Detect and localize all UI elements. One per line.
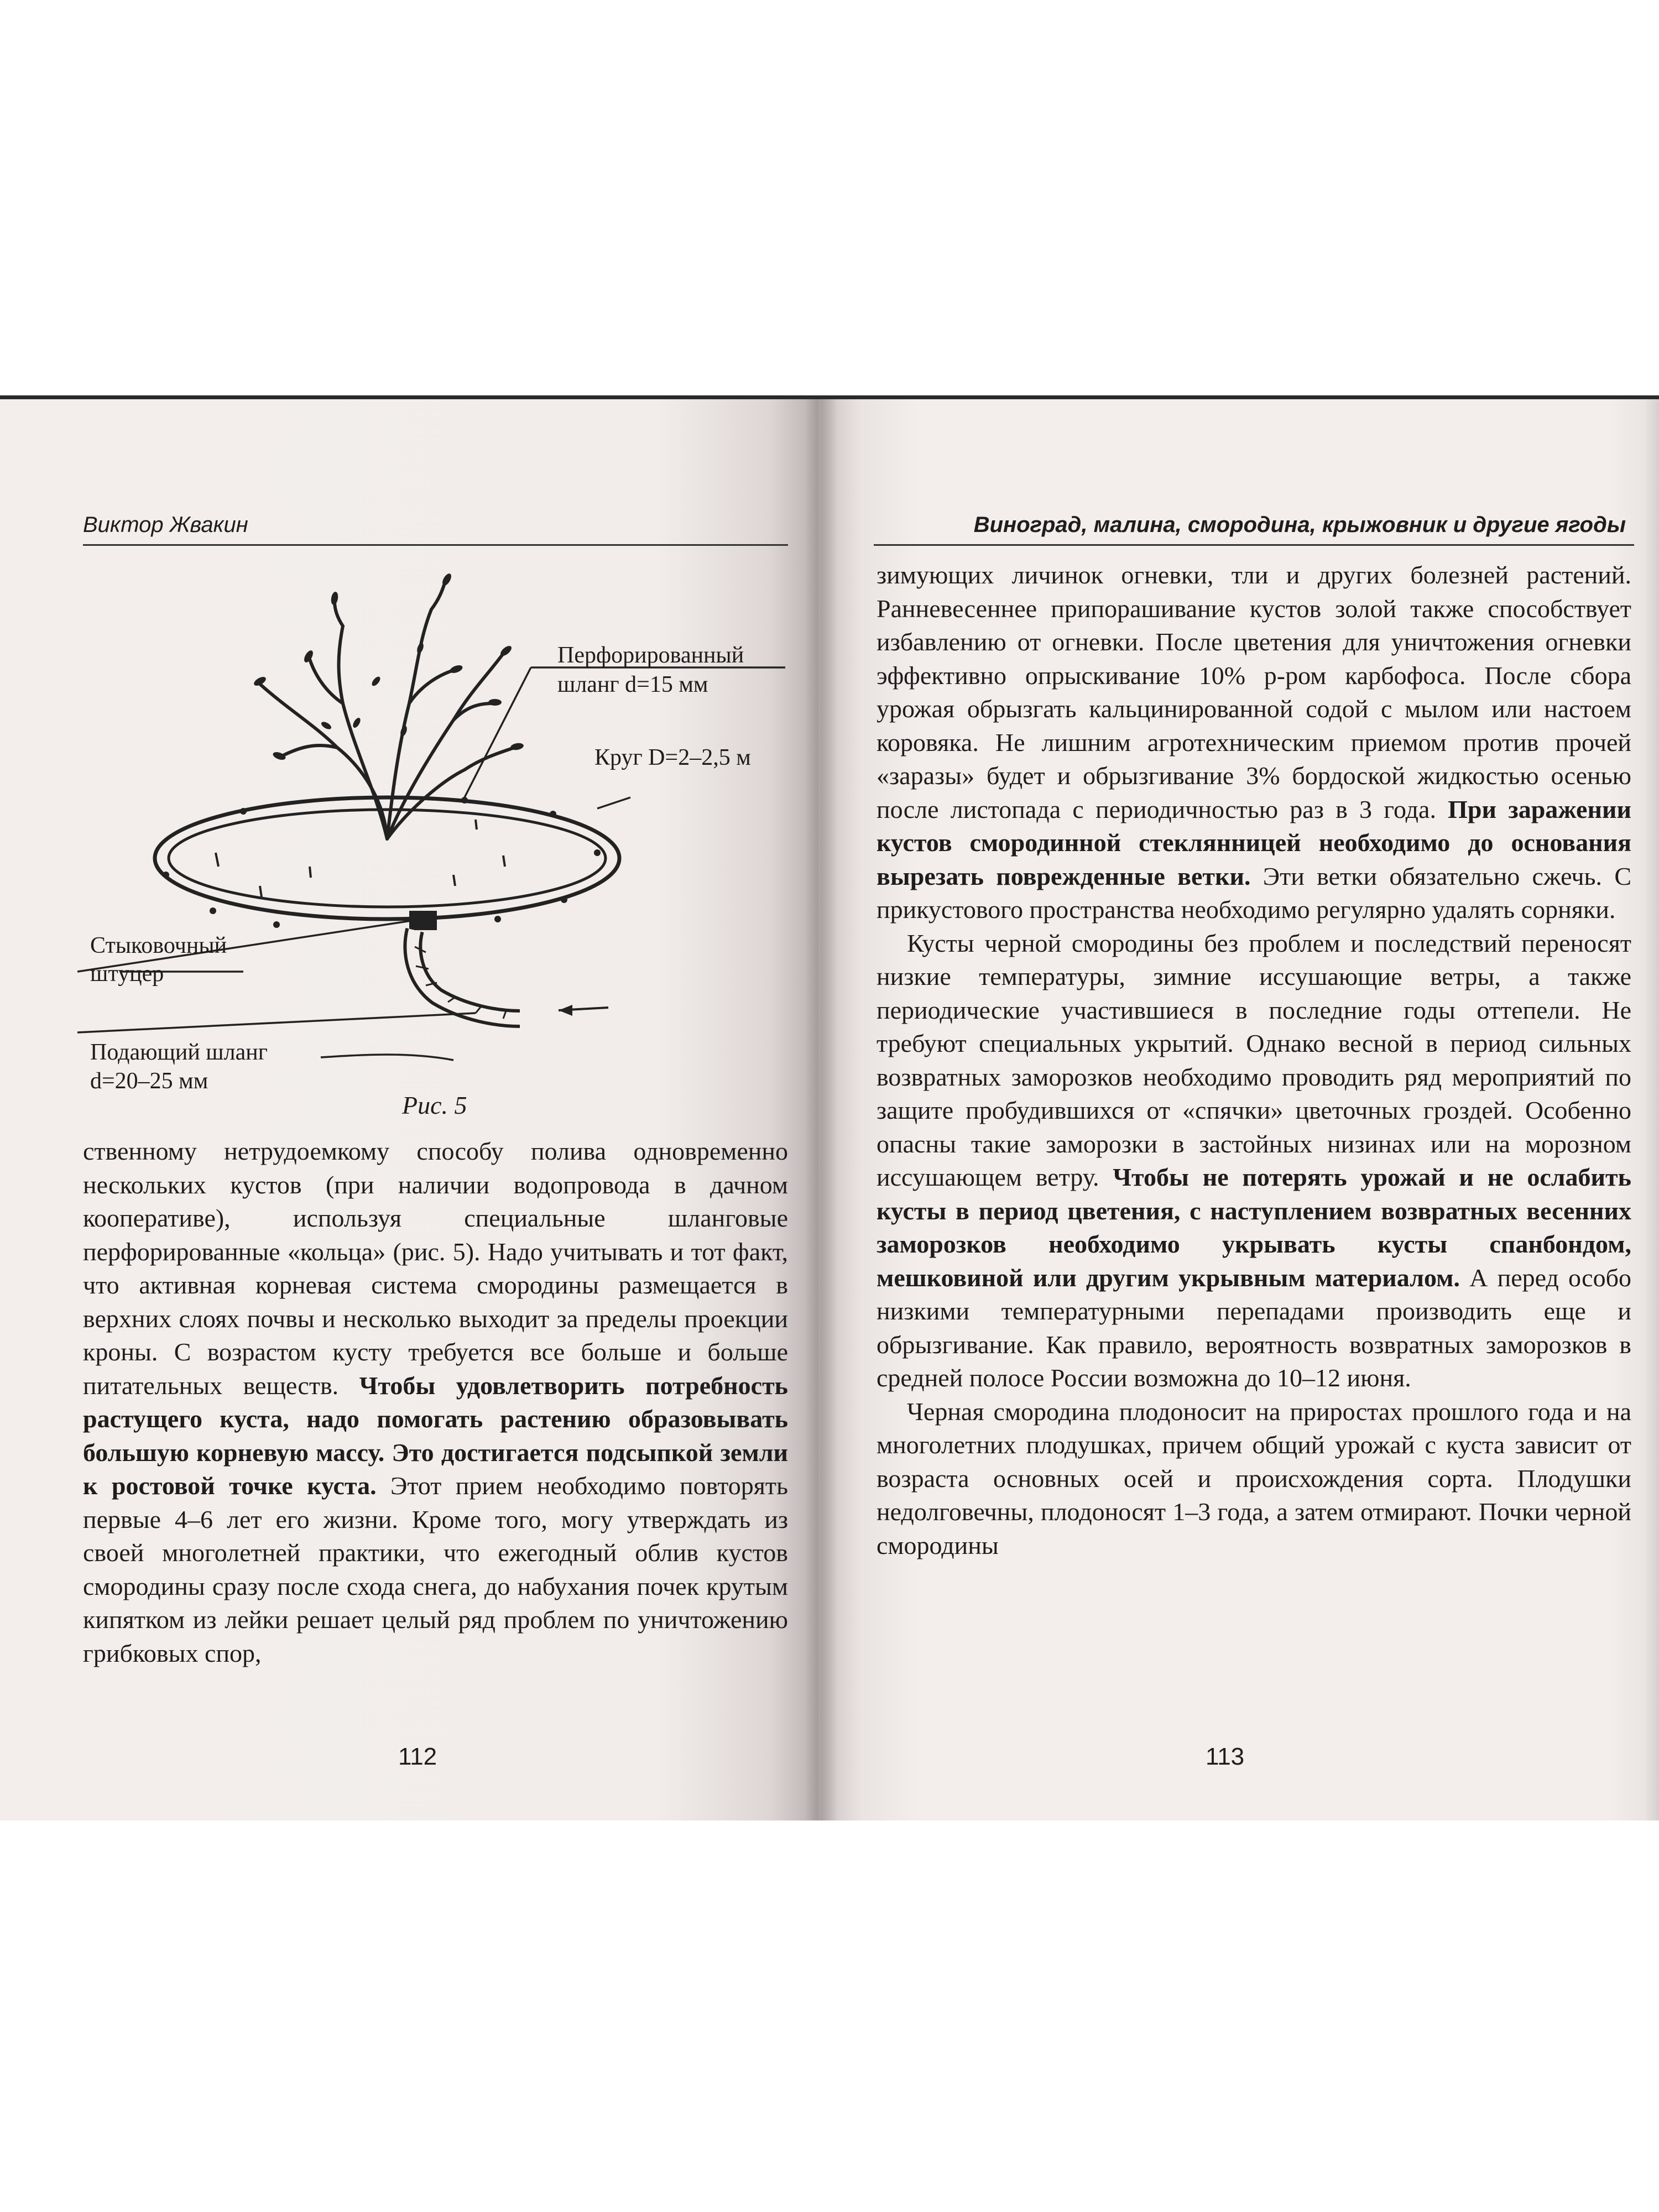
bush-stem [387, 609, 431, 839]
bush-stem [431, 582, 445, 609]
left-para1-bold: Чтобы удовлетворить потребность растущего куста, надо помогать растению образовывать большую корневую массу. Это достигается подсыпкой земли к ростовой точке куста. [83, 1371, 788, 1500]
right-para2-text-a: Кусты черной смородины без проблем и последствий переносят низкие температуры, зимние иссушающие ветры, а также периодические участившиеся в последние годы оттепели. Не требуют специальных укрытий. Однако весной в период сильных возвратных заморозков необходимо проводить ряд мероприятий по защите пробудившихся от «спячки» цветочных гроздей. Особенно опасны такие заморозки в застойных низинах или на морозном иссушающем ветру. [877, 928, 1631, 1191]
right-page [818, 399, 1659, 1820]
bush-stem [387, 748, 514, 839]
header-rule [874, 544, 1634, 546]
label-perforated: Перфорированный [557, 643, 744, 668]
page-number-right: 113 [1206, 1743, 1245, 1770]
left-para1-text-b: Этот прием необходимо повторять первые 4–6 лет его жизни. Кроме того, могу утверждать из своей многолетней практики, что ежегодный облив кустов смородины сразу после схода снега, до набухания почек крутым кипятком из лейки решает целый ряд проблем по уничтожению грибковых спор, [83, 1472, 788, 1667]
label-feed-hose-2: d=20–25 мм [90, 1068, 208, 1094]
figure-irrigation-ring [77, 565, 807, 1063]
running-head-author: Виктор Жвакин [83, 513, 248, 537]
right-para1-text-b: Эти ветки обязательно сжечь. С прикустового пространства необходимо регулярно удалять сорняки. [877, 862, 1631, 924]
right-para1-text-a: зимующих личинок огневки, тли и других болезней растений. Ранневесеннее припорашивание кустов золой также способствует избавлению от огневки. После цветения для уничтожения огневки эффективно опрыскивание 10% р-ром карбофоса. После сбора урожая обрызгать кальцинированной содой с мылом или настоем коровяка. Не лишним агротехническим приемом против прочей «заразы» будет и обрызгивание 3% бордоской жидкостью осенью после листопада с периодичностью раз в 3 года. [877, 561, 1631, 823]
right-para2-text-b: А перед особо низкими температурными перепадами производить еще и обрызгивание. Как правило, вероятность возвратных заморозков в средней полосе России возможна до 10–12 июня. [877, 1263, 1632, 1392]
figure-caption: Рис. 5 [402, 1091, 467, 1119]
label-circle: Круг D=2–2,5 м [594, 745, 751, 770]
running-head-title: Виноград, малина, смородина, крыжовник и другие ягоды [973, 513, 1626, 537]
right-body-text [877, 559, 1631, 1562]
perforated-ring-hose [155, 797, 619, 919]
right-para3: Черная смородина плодоносит на приростах прошлого года и на многолетних плодушках, причем общий урожай с куста зависит от возраста основных осей и происхождения сорта. Плодушки недолговечны, плодоносят 1–3 года, а затем отмирают. Почки черной смородины [877, 1397, 1631, 1559]
label-connector-2: штуцер [90, 961, 164, 987]
label-feed-hose-1: Подающий шланг [90, 1040, 268, 1065]
right-para2-bold: Чтобы не потерять урожай и не ослабить кусты в период цветения, с наступлением возвратных весенних заморозков необходимо укрывать кусты спанбондом, мешковиной или другим укрывным материалом. [877, 1163, 1631, 1292]
bush-stem [335, 601, 343, 626]
book-gutter [805, 399, 838, 1820]
right-para1-bold: При заражении кустов смородинной стеклянницей необходимо до основания вырезать поврежденные ветки. [877, 795, 1631, 890]
label-connector-1: Стыковочный [90, 933, 227, 958]
bush-stem [282, 745, 337, 756]
left-page [0, 399, 818, 1820]
label-perforated-hose: шланг d=15 мм [557, 672, 708, 697]
header-rule [83, 544, 788, 546]
page-edge-right [1645, 399, 1659, 1820]
left-body-text [83, 1135, 788, 1670]
left-para1-text-a: ственному нетрудоемкому способу полива одновременно нескольких кустов (при наличии водопровода в дачном кооперативе), используя специальные шланговые перфорированные «кольца» (рис. 5). Надо учитывать и тот факт, что активная корневая система смородины размещается в верхних слоях почвы и несколько выходит за пределы проекции кроны. С возрастом кусту требуется все больше и больше питательных веществ. [83, 1137, 788, 1400]
page-number-left: 112 [398, 1743, 437, 1770]
